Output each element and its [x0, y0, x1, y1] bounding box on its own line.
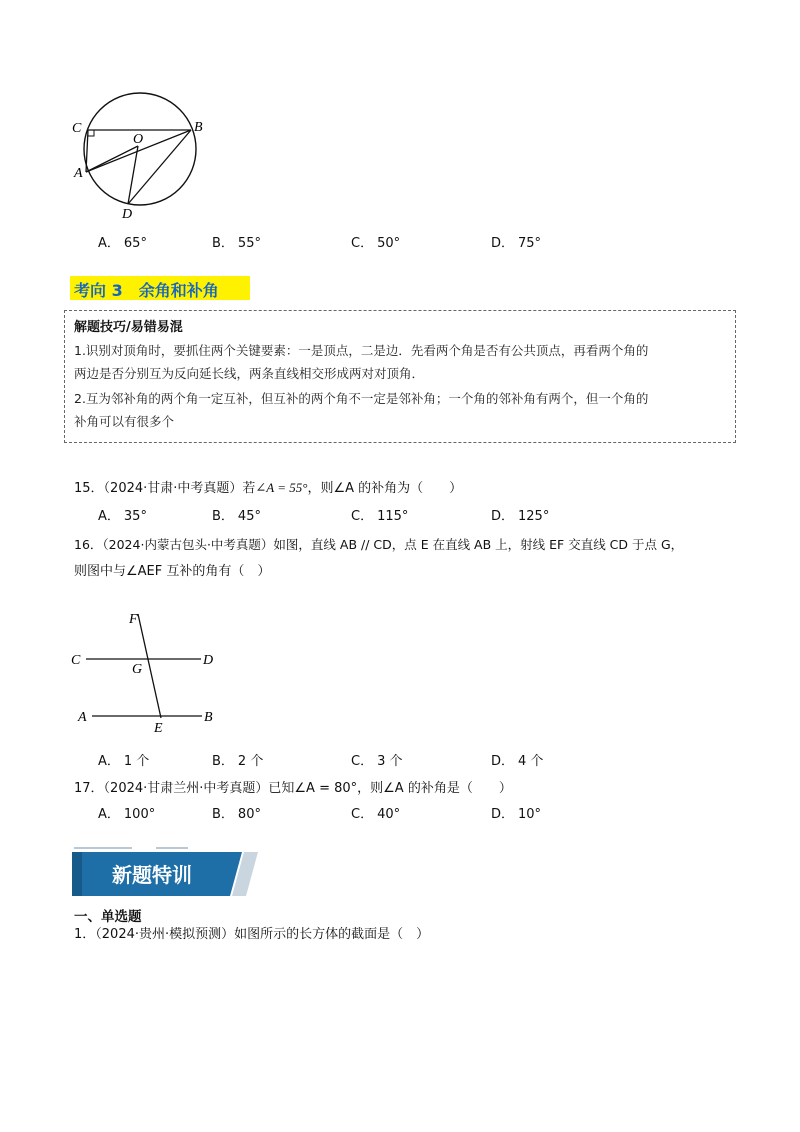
- label-o: O: [133, 132, 144, 147]
- q15-option-b[interactable]: B． 45°: [212, 509, 261, 524]
- label-c2: C: [71, 653, 81, 668]
- tips-line-2: 两边是否分别互为反向延长线，两条直线相交形成两对对顶角．: [74, 366, 425, 381]
- q14-option-c[interactable]: C． 50°: [351, 236, 401, 251]
- q16-option-b[interactable]: B． 2 个: [212, 754, 264, 769]
- parallel-lines-figure: [66, 606, 236, 740]
- tips-line-1: 1.识别对顶角时，要抓住两个关键要素：一是顶点，二是边．先看两个角是否有公共顶点，再看两个角的: [74, 343, 649, 358]
- q16-option-a[interactable]: A． 1 个: [98, 754, 150, 769]
- q15-option-c[interactable]: C． 115°: [351, 509, 409, 524]
- question-17: 17．（2024·甘肃兰州·中考真题）已知∠A = 80°，则∠A 的补角是（ ）: [74, 781, 512, 796]
- label-d2: D: [203, 653, 214, 668]
- tips-title: 解题技巧/易错易混: [74, 320, 183, 335]
- question-16-line-1: 16．（2024·内蒙古包头·中考真题）如图，直线 AB // CD，点 E 在直线 AB 上，射线 EF 交直线 CD 于点 G，: [74, 537, 684, 552]
- new-questions-banner: [72, 846, 258, 898]
- q17-option-b[interactable]: B． 80°: [212, 807, 261, 822]
- q17-option-a[interactable]: A． 100°: [98, 807, 156, 822]
- label-c: C: [72, 121, 82, 136]
- q14-option-d[interactable]: D． 75°: [491, 236, 542, 251]
- question-1: 1．（2024·贵州·模拟预测）如图所示的长方体的截面是（ ）: [74, 927, 430, 942]
- q16-option-d[interactable]: D． 4 个: [491, 754, 544, 769]
- label-a: A: [74, 166, 83, 181]
- label-e: E: [154, 721, 163, 736]
- q15-options: [98, 505, 658, 523]
- label-a2: A: [78, 710, 87, 725]
- q16-option-c[interactable]: C． 3 个: [351, 754, 403, 769]
- q14-options: [98, 232, 658, 250]
- tips-line-3: 2.互为邻补角的两个角一定互补，但互补的两个角不一定是邻补角；一个角的邻补角有两个，但一个角的: [74, 391, 649, 406]
- q14-option-b[interactable]: B． 55°: [212, 236, 261, 251]
- q15-option-a[interactable]: A． 35°: [98, 509, 147, 524]
- label-d: D: [122, 207, 133, 222]
- label-b2: B: [204, 710, 213, 725]
- section-single-choice: 一、单选题: [74, 909, 142, 925]
- question-16-line-2: 则图中与∠AEF 互补的角有（ ）: [74, 564, 271, 579]
- banner-graphic: [72, 846, 258, 898]
- q17-option-c[interactable]: C． 40°: [351, 807, 401, 822]
- q17-options: [98, 803, 658, 821]
- question-15: 15．（2024·甘肃·中考真题）若∠A = 55°，则∠A 的补角为（ ）: [74, 480, 463, 496]
- label-g: G: [132, 662, 143, 677]
- tips-line-4: 补角可以有很多个: [74, 414, 175, 429]
- circle-figure: [66, 86, 226, 226]
- label-f: F: [129, 612, 138, 627]
- q16-options: [98, 750, 658, 768]
- q15-option-d[interactable]: D． 125°: [491, 509, 550, 524]
- section-heading: 考向 3 余角和补角: [74, 281, 219, 300]
- banner-text: 新题特训: [112, 863, 192, 887]
- label-b: B: [194, 120, 203, 135]
- q14-option-a[interactable]: A． 65°: [98, 236, 147, 251]
- q17-option-d[interactable]: D． 10°: [491, 807, 542, 822]
